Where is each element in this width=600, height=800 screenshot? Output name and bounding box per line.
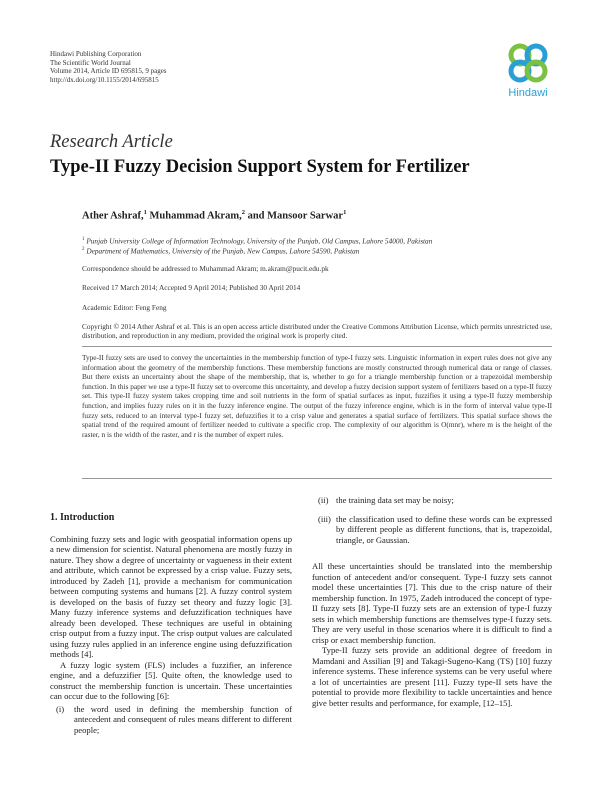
affiliation-1 [82, 235, 432, 245]
journal-header [50, 50, 167, 84]
list-text: the word used in defining the membership function of antecedent and consequent of rules means different to different people; [74, 703, 292, 735]
author-name: and Mansoor Sarwar [244, 210, 344, 222]
aff-text: Department of Mathematics, University of the Punjab, New Campus, Lahore 54590, Pakistan [84, 246, 360, 256]
list-marker: (ii) [318, 495, 329, 505]
paragraph: Combining fuzzy sets and logic with geospatial information opens up a new dimension for scientist. Natural phenomena are mostly fuzzy in nature. They show a degree of uncertainty or vagueness in their extent and attribute, which cannot be expressed by a crisp value. Fuzzy sets, introduced by Zadeh [1], provide a mechanism for communication between computing systems and humans [2]. A fuzzy control system is developed on the basis of fuzzy set theory and fuzzy logic [3]. Many fuzzy inference systems and defuzzification techniques have already been developed. These techniques are useful in obtaining crisp output from a fuzzy input. The crisp output values are calculated using fuzzy rules applied in an inference engine using defuzzification methods [4]. [50, 533, 292, 659]
dates: Received 17 March 2014; Accepted 9 April 2014; Published 30 April 2014 [82, 283, 301, 292]
aff-sup: 2 [82, 247, 85, 252]
list-text: the training data set may be noisy; [336, 495, 454, 505]
volume-info: Volume 2014, Article ID 695815, 9 pages [50, 67, 167, 76]
divider-top [82, 346, 552, 347]
affiliation-2 [82, 245, 359, 255]
section-heading: 1. Introduction [50, 512, 115, 523]
author-sup: 1 [143, 209, 147, 216]
doi-link[interactable]: http://dx.doi.org/10.1155/2014/695815 [50, 75, 159, 84]
author-sup: 2 [241, 209, 245, 216]
list-marker: (iii) [318, 513, 331, 524]
article-type: Research Article [50, 132, 173, 152]
spacer [312, 545, 552, 561]
author-list [82, 209, 346, 222]
list-marker: (i) [56, 703, 65, 714]
copyright: Copyright © 2014 Ather Ashraf et al. This is an open access article distributed under the Creative Commons Attribution License, which permits unrestricted use, distribution, and reproduction in any medium, provided the original work is properly cited. [82, 322, 552, 341]
academic-editor: Academic Editor: Feng Feng [82, 303, 167, 312]
logo-text: Hindawi [508, 87, 548, 99]
paragraph: Type-II fuzzy sets provide an additional degree of freedom in Mamdani and Assilian [9] and Takagi-Sugeno-Kang (TS) [10] fuzzy inference systems. These inference systems can be very useful where a lot of uncertainties are present [11]. Fuzzy type-II sets have the potential to provide more flexibility to tackle uncertainties and hence give better results and performance, for example, [12–15]. [312, 645, 552, 708]
abstract: Type-II fuzzy sets are used to convey the uncertainties in the membership function of type-I fuzzy sets. Linguistic information in expert rules does not give any information about the geometry of the membership functions. These membership functions are mostly constructed through numerical data or range of classes. But there exists an uncertainty about the shape of the membership, that is, whether to go for a triangle membership function or a trapezoidal membership function. In this paper we use a type-II fuzzy set to overcome this uncertainty, and develop a fuzzy decision support system of fertilizers based on a type-II fuzzy set. This type-II fuzzy system takes cropping time and soil nutrients in the form of spatial surfaces as input, fuzzifies it using a type-II fuzzy membership function, and implies fuzzy rules on it in the fuzzy inference engine. The output of the fuzzy inference engine, which is in the form of interval value type-II fuzzy sets, reduced to an interval type-I fuzzy set, defuzzifies it to a crisp value and generates a spatial surface of fertilizers. This spatial surface shows the spatial trend of the required amount of fertilizer needed to cultivate a specific crop. The complexity of our algorithm is O(mnr), where m is the height of the raster, n is the width of the raster, and r is the number of expert rules. [82, 353, 552, 439]
hindawi-logo-icon [505, 40, 551, 86]
list-item [50, 704, 292, 736]
article-title: Type-II Fuzzy Decision Support System for Fertilizer [50, 157, 470, 177]
author-name: Muhammad Akram, [146, 210, 242, 222]
paragraph: All these uncertainties should be translated into the membership function of antecedent and/or consequent. Type-I fuzzy sets cannot model these uncertainties [7]. This due to the crisp nature of their membership function. In 1975, Zadeh introduced the concept of type-II fuzzy sets [8]. Type-II fuzzy sets are an extension of type-I fuzzy sets in which membership functions are themselves type-I fuzzy sets. They are very useful in those scenarios where it is difficult to find a crisp or exact membership function. [312, 561, 552, 645]
paragraph: A fuzzy logic system (FLS) includes a fuzzifier, an inference engine, and a defuzzifier [5]. Quite often, the knowledge used to construct the membership function is uncertain. These uncertainties can occur due to the following [6]: [50, 659, 292, 701]
hindawi-logo [497, 40, 559, 99]
aff-sup: 1 [82, 237, 85, 242]
aff-text: Punjab University College of Information Technology, University of the Punjab, Old Campus, Lahore 54000, Pakistan [84, 236, 433, 246]
correspondence: Correspondence should be addressed to Muhammad Akram; m.akram@pucit.edu.pk [82, 264, 329, 273]
column-left [50, 513, 292, 735]
journal-name: The Scientific World Journal [50, 58, 131, 67]
list-text: the classification used to define these words can be expressed by different people as different functions, that is, trapezoidal, triangle, or Gaussian. [336, 513, 552, 545]
divider-bottom [82, 478, 552, 479]
list-item [312, 495, 552, 506]
list-item [312, 514, 552, 546]
author-sup: 1 [343, 209, 347, 216]
author-name: Ather Ashraf, [82, 210, 144, 222]
column-right [312, 493, 552, 708]
publisher: Hindawi Publishing Corporation [50, 50, 142, 58]
